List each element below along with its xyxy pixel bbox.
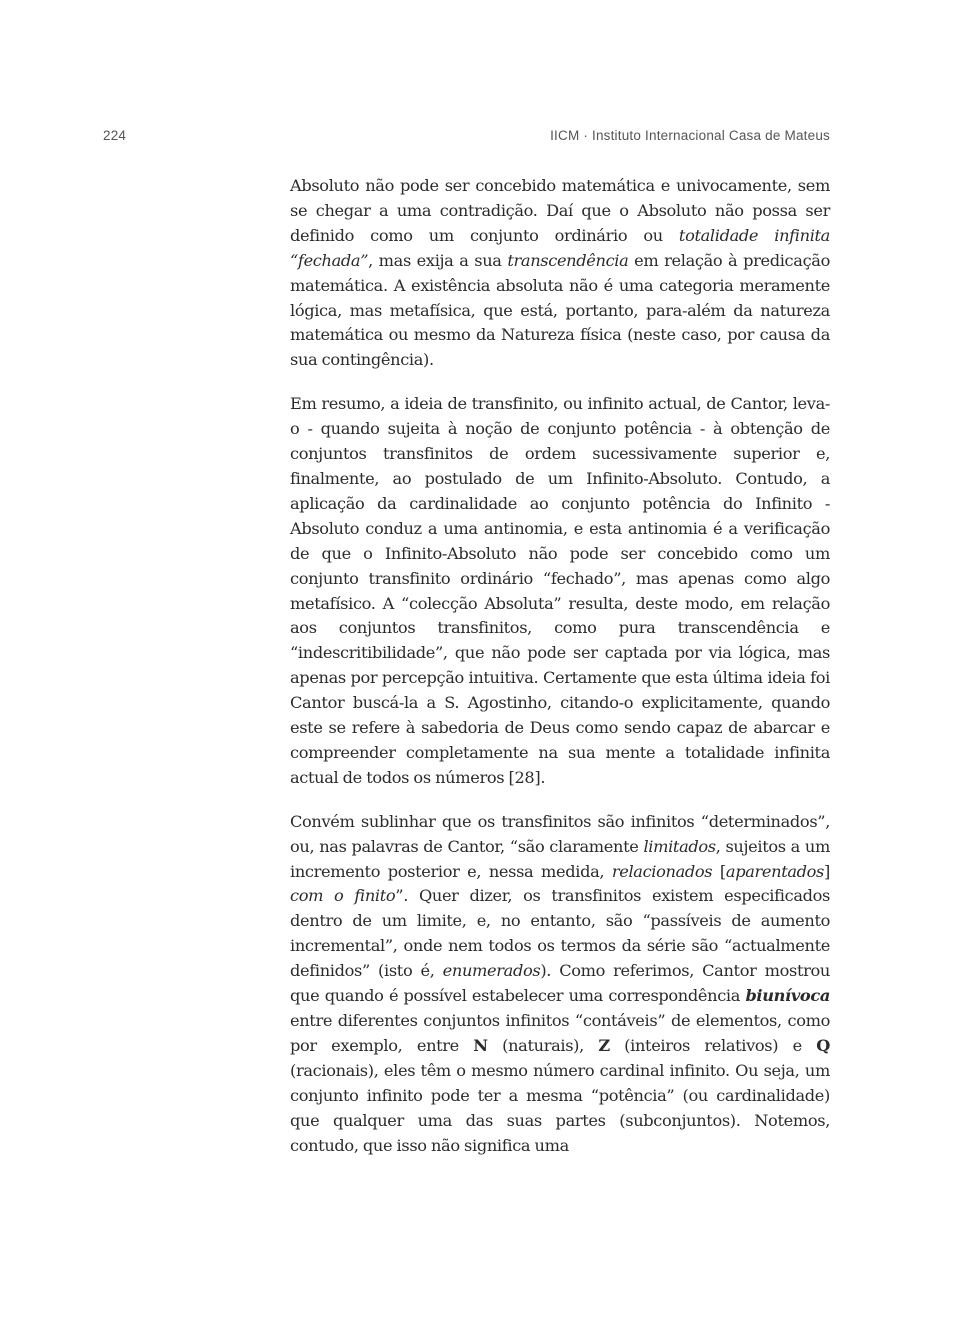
text-run: ] (824, 861, 830, 881)
page-number: 224 (103, 128, 127, 143)
italic-text: transcendência (507, 250, 629, 270)
bold-text: Z (598, 1035, 610, 1055)
text-run: Em resumo, a ideia de transfinito, ou infinito actual, de Cantor, leva-o - quando sujeita à noção de conjunto potência - à obtenção de conjuntos transfinitos de ordem sucessivamente superior e, finalmente, ao postulado de um Infinito-Absoluto. Contudo, a aplicação da cardinalidade ao conjunto potência do Infinito -Absoluto conduz a uma antinomia, e esta antinomia é a verificação de que o Infinito-Absoluto não pode ser concebido como um conjunto transfinito ordinário “fechado”, mas apenas como algo metafísico. A “colecção Absoluta” resulta, deste modo, em relação aos conjuntos transfinitos, como pura transcendência e “indescritibilidade”, que não pode ser captada por via lógica, mas apenas por percepção intuitiva. Certamente que esta última ideia foi Cantor buscá-la a S. Agostinho, citando-o explicitamente, quando este se refere à sabedoria de Deus como sendo capaz de abarcar e compreender completamente na sua mente a totalidade infinita actual de todos os números [28]. (290, 394, 830, 787)
body-text (290, 174, 830, 1177)
text-run: Convém sublinhar que os transfinitos são infinitos “determinados”, ou, nas palavras de Cantor, “são claramente (290, 811, 830, 856)
bold-italic-text: biunívoca (745, 986, 830, 1006)
text-run: em relação à predicação matemática. A existência absoluta não é uma categoria meramente lógica, mas metafísica, que está, portanto, para-além da natureza matemática ou mesmo da Natureza física (neste caso, por causa da sua contingência). (290, 250, 830, 370)
italic-text: relacionados (611, 861, 713, 881)
text-run: (inteiros relativos) e (609, 1035, 817, 1055)
italic-text: limitados (643, 836, 716, 856)
italic-text: aparentados (725, 861, 825, 881)
italic-text: enumerados (442, 961, 541, 981)
bold-text: N (473, 1035, 488, 1055)
text-run: ”. Quer dizer, os transfinitos existem especificados dentro de um limite, e, no entanto, são “passíveis de aumento incremental”, onde nem todos os termos da série são “actualmente definidos” (isto é, (290, 886, 830, 981)
paragraph (290, 392, 830, 791)
text-run: ). Como referimos, Cantor mostrou que quando é possível estabelecer uma correspondência (290, 961, 831, 1006)
paragraph (290, 810, 830, 1159)
text-run: entre diferentes conjuntos infinitos “contáveis” de elementos, como por exemplo, entre (290, 1011, 830, 1055)
italic-text: totalidade infinita “fechada” (290, 225, 830, 270)
text-run: (racionais), eles têm o mesmo número cardinal infinito. Ou seja, um conjunto infinito pode ter a mesma “potência” (ou cardinalidade) que qualquer uma das suas partes (subconjuntos). Notemos, contudo, que isso não significa uma (290, 1060, 830, 1155)
italic-text: com o finito (290, 886, 396, 906)
paragraph (290, 174, 830, 373)
bold-text: Q (816, 1035, 830, 1055)
text-run: , sujeitos a um incremento posterior e, nessa medida, (290, 836, 830, 881)
text-run: Absoluto não pode ser concebido matemática e univocamente, sem se chegar a uma contradição. Daí que o Absoluto não possa ser definido como um conjunto ordinário ou (290, 176, 830, 245)
text-run: [ (712, 861, 726, 881)
text-run: (naturais), (487, 1035, 599, 1055)
text-run: , mas exija a sua (368, 250, 508, 270)
page-header (103, 128, 830, 150)
running-head: IICM · Instituto Internacional Casa de Mateus (550, 128, 830, 143)
